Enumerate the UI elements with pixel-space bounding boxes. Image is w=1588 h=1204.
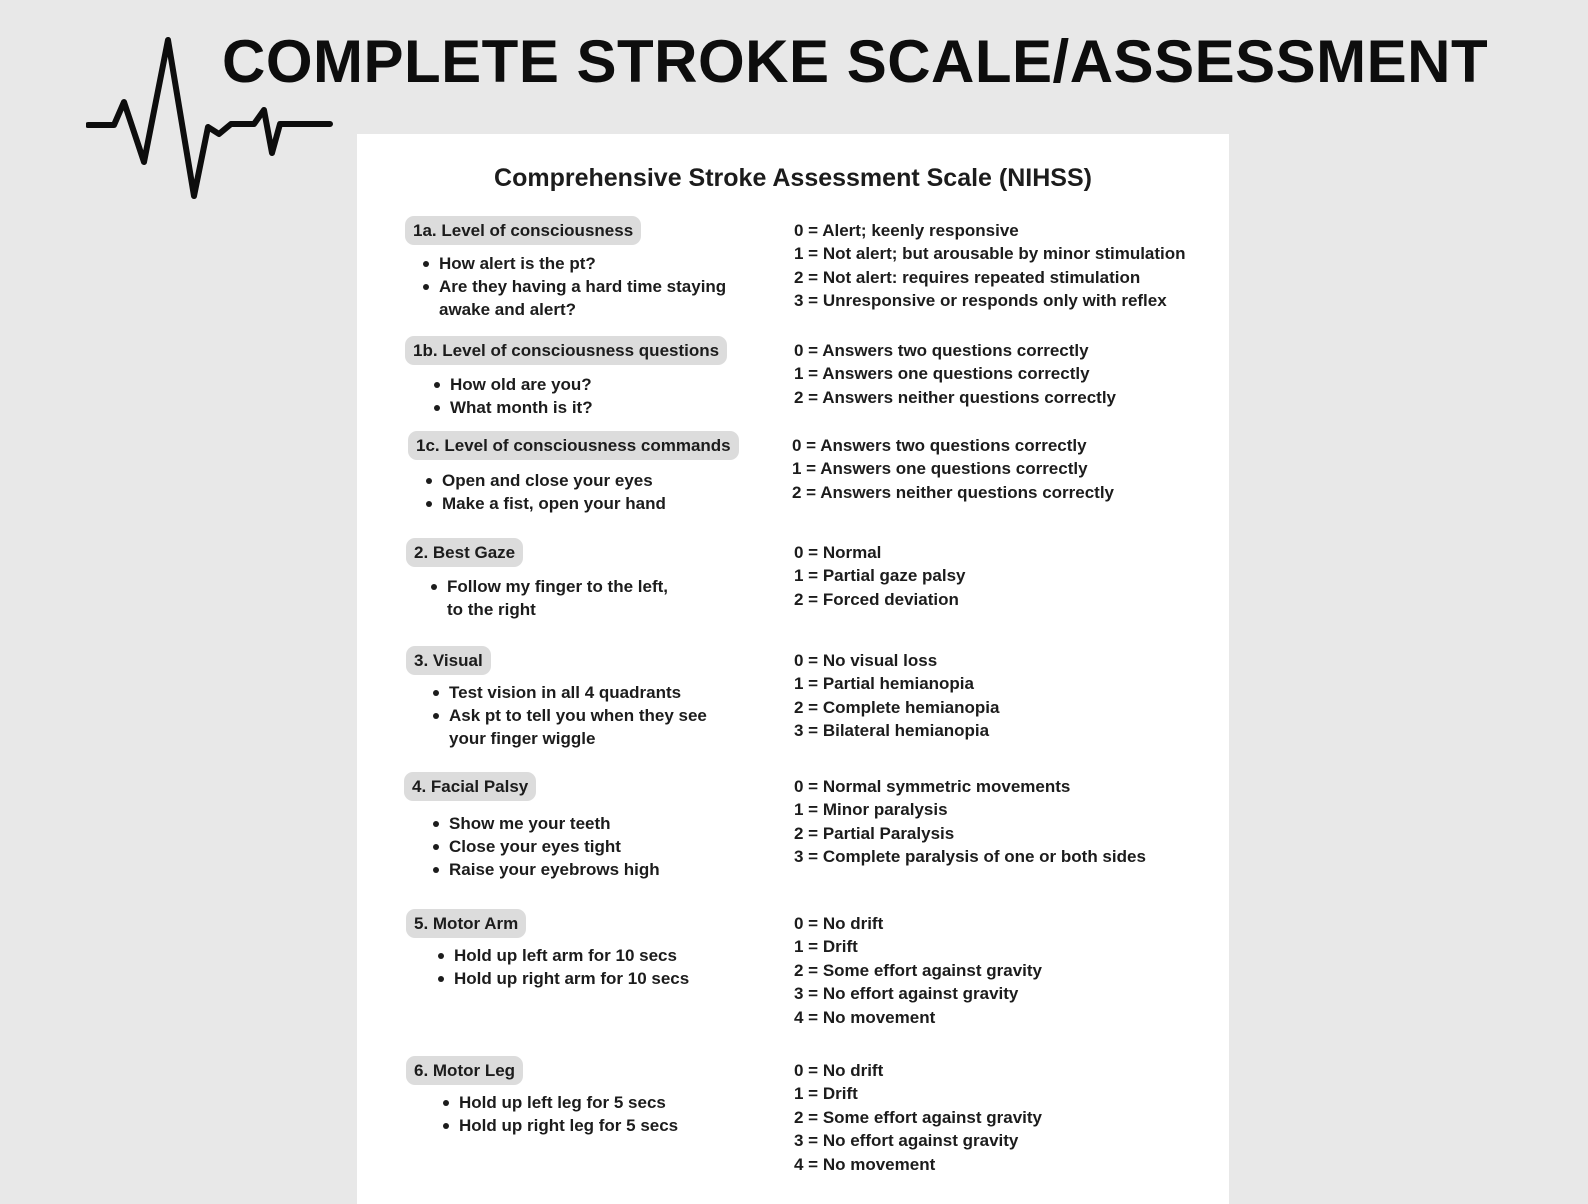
score-list [794,219,1214,313]
score-item: 1 = Not alert; but arousable by minor stimulation [794,244,1186,264]
prompt-item: Hold up right leg for 5 secs [439,1114,769,1137]
prompt-item: Make a fist, open your hand [422,492,752,515]
prompt-item: Close your eyes tight [429,835,759,858]
score-item: 1 = Answers one questions correctly [794,364,1090,384]
score-item: 0 = Alert; keenly responsive [794,221,1019,240]
prompt-item: Are they having a hard time staying awake and alert? [419,275,749,321]
score-list [792,434,1212,504]
score-item: 3 = Unresponsive or responds only with reflex [794,291,1167,311]
score-item: 1 = Drift [794,937,858,957]
score-item: 1 = Answers one questions correctly [792,459,1088,479]
score-item: 3 = Bilateral hemianopia [794,721,990,741]
score-item: 0 = No visual loss [794,651,938,670]
prompt-item: Follow my finger to the left, to the right [427,575,687,621]
prompt-item: How old are you? [430,373,760,396]
score-item: 0 = Normal [794,543,882,562]
prompt-item: How alert is the pt? [419,252,749,275]
score-item: 1 = Partial hemianopia [794,674,974,694]
assessment-sheet [357,134,1229,1204]
item-label: 5. Motor Arm [406,909,526,938]
score-item: 2 = Not alert: requires repeated stimulation [794,267,1141,287]
prompt-item: Hold up left leg for 5 secs [439,1091,769,1114]
score-item: 3 = No effort against gravity [794,984,1019,1004]
prompt-item: Hold up right arm for 10 secs [434,967,764,990]
score-item: 0 = No drift [794,1061,884,1080]
score-item: 2 = Complete hemianopia [794,697,1000,717]
item-label: 3. Visual [406,646,491,675]
score-item: 0 = No drift [794,914,884,933]
score-list [794,541,1214,611]
score-item: 1 = Partial gaze palsy [794,566,966,586]
item-label: 1c. Level of consciousness commands [408,431,739,460]
prompt-list [429,681,729,750]
score-item: 2 = Forced deviation [794,589,959,609]
score-item: 2 = Answers neither questions correctly [792,482,1115,502]
prompt-item: What month is it? [430,396,760,419]
prompt-item: Raise your eyebrows high [429,858,759,881]
score-item: 1 = Minor paralysis [794,800,948,820]
prompt-list [419,252,749,321]
sheet-title: Comprehensive Stroke Assessment Scale (NIHSS) [494,164,1092,192]
score-item: 0 = Answers two questions correctly [792,436,1087,455]
score-item: 0 = Normal symmetric movements [794,777,1071,796]
score-list [794,1059,1214,1176]
prompt-item: Ask pt to tell you when they see your finger wiggle [429,704,729,750]
item-label: 1b. Level of consciousness questions [405,336,727,365]
item-label: 2. Best Gaze [406,538,523,567]
score-item: 2 = Some effort against gravity [794,1107,1042,1127]
prompt-list [422,469,752,515]
item-label: 6. Motor Leg [406,1056,523,1085]
prompt-item: Test vision in all 4 quadrants [429,681,729,704]
score-item: 3 = Complete paralysis of one or both sides [794,847,1146,867]
item-label: 1a. Level of consciousness [405,216,641,245]
score-item: 4 = No movement [794,1007,936,1027]
banner-title: COMPLETE STROKE SCALE/ASSESSMENT [222,28,1489,95]
score-item: 2 = Answers neither questions correctly [794,387,1117,407]
prompt-item: Open and close your eyes [422,469,752,492]
score-item: 4 = No movement [794,1154,936,1174]
score-item: 2 = Partial Paralysis [794,823,955,843]
prompt-item: Show me your teeth [429,812,759,835]
prompt-list [429,812,759,881]
score-item: 2 = Some effort against gravity [794,960,1042,980]
prompt-list [439,1091,769,1137]
score-list [794,339,1214,409]
prompt-list [430,373,760,419]
score-item: 1 = Drift [794,1084,858,1104]
prompt-list [427,575,687,621]
score-list [794,775,1214,869]
score-item: 3 = No effort against gravity [794,1131,1019,1151]
prompt-item: Hold up left arm for 10 secs [434,944,764,967]
score-item: 0 = Answers two questions correctly [794,341,1089,360]
score-list [794,912,1214,1029]
item-label: 4. Facial Palsy [404,772,536,801]
prompt-list [434,944,764,990]
score-list [794,649,1214,743]
